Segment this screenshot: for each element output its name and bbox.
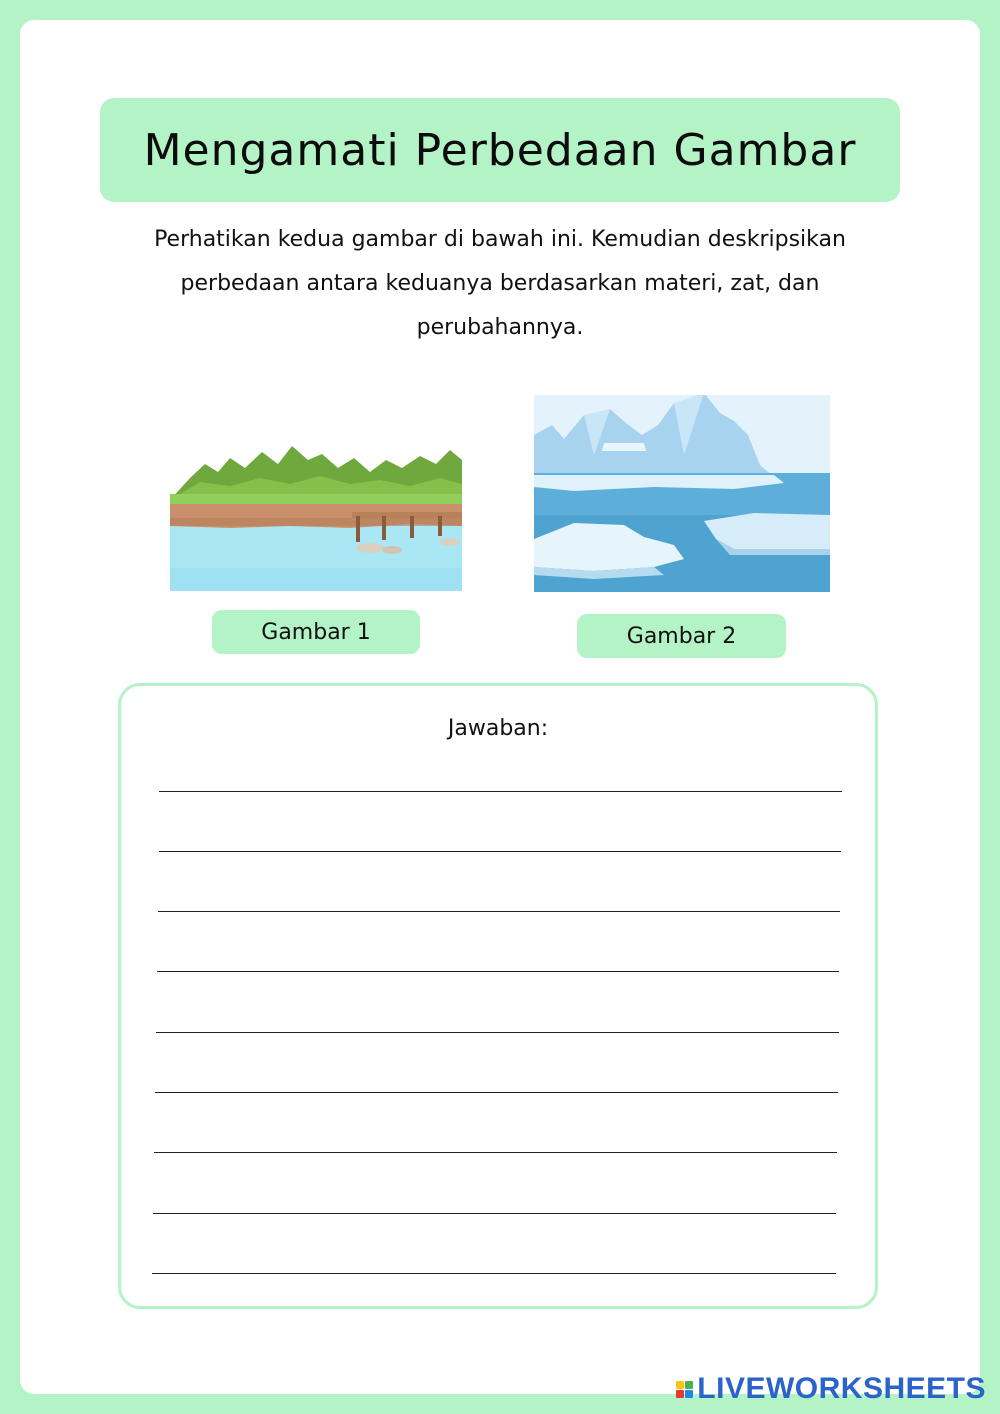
- instruction-line-2: perbedaan antara keduanya berdasarkan materi, zat, dan: [180, 271, 820, 296]
- liveworksheets-icon: [676, 1381, 693, 1398]
- answer-line-4[interactable]: [157, 971, 839, 972]
- page-title: Mengamati Perbedaan Gambar: [143, 124, 857, 176]
- caption-picture-1-label: Gambar 1: [261, 619, 371, 645]
- liveworksheets-logo[interactable]: [676, 1372, 986, 1406]
- brand-text: LIVEWORKSHEETS: [697, 1372, 986, 1405]
- instruction-text: [100, 218, 900, 350]
- lake-shore-illustration: [170, 438, 462, 591]
- answer-line-8[interactable]: [153, 1213, 836, 1214]
- title-banner: [100, 98, 900, 202]
- answer-line-2[interactable]: [159, 851, 841, 852]
- answer-line-1[interactable]: [159, 791, 842, 792]
- answer-line-6[interactable]: [155, 1092, 838, 1093]
- answer-line-7[interactable]: [154, 1152, 837, 1153]
- instruction-line-1: Perhatikan kedua gambar di bawah ini. Kemudian deskripsikan: [154, 227, 846, 252]
- answer-box: [118, 683, 878, 1309]
- answer-label: Jawaban:: [447, 716, 549, 741]
- instruction-line-3: perubahannya.: [416, 315, 584, 340]
- caption-picture-2: [577, 614, 786, 658]
- answer-line-5[interactable]: [156, 1032, 839, 1033]
- caption-picture-1: [212, 610, 420, 654]
- caption-picture-2-label: Gambar 2: [626, 623, 737, 649]
- iceberg-sea-illustration: [534, 395, 830, 592]
- answer-line-9[interactable]: [152, 1273, 836, 1274]
- answer-line-3[interactable]: [158, 911, 840, 912]
